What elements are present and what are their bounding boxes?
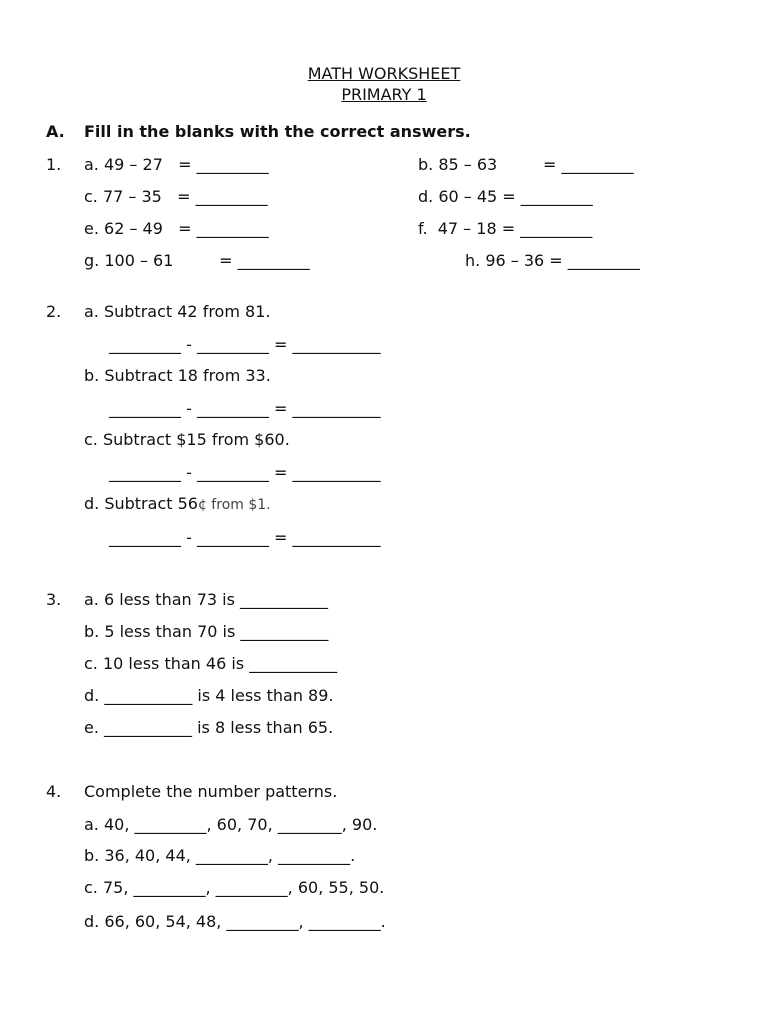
q4-number: 4. — [46, 782, 62, 801]
q3-c: c. 10 less than 46 is ___________ — [84, 654, 338, 673]
q2-c: c. Subtract $15 from $60. — [84, 430, 290, 449]
q1-d: d. 60 – 45 = _________ — [418, 187, 593, 206]
q1-a: a. 49 – 27 = _________ — [84, 155, 269, 174]
section-a-instruction: Fill in the blanks with the correct answers. — [84, 122, 471, 141]
q4-instruction: Complete the number patterns. — [84, 782, 338, 801]
q2-d — [84, 494, 271, 515]
q1-f: f. 47 – 18 = _________ — [418, 219, 593, 238]
q1-g: g. 100 – 61 = _________ — [84, 251, 310, 270]
q3-d: d. ___________ is 4 less than 89. — [84, 686, 334, 705]
q2-c-answer-line: _________ - _________ = ___________ — [109, 463, 381, 482]
q3-number: 3. — [46, 590, 62, 609]
q3-a: a. 6 less than 73 is ___________ — [84, 590, 329, 609]
q3-e: e. ___________ is 8 less than 65. — [84, 718, 334, 737]
q2-a: a. Subtract 42 from 81. — [84, 302, 271, 321]
worksheet-subtitle: PRIMARY 1 — [341, 85, 427, 104]
q2-a-answer-line: _________ - _________ = ___________ — [109, 335, 381, 354]
q1-e: e. 62 – 49 = _________ — [84, 219, 269, 238]
q2-d-answer-line: _________ - _________ = ___________ — [109, 528, 381, 547]
q4-b: b. 36, 40, 44, _________, _________. — [84, 846, 356, 865]
worksheet-title: MATH WORKSHEET — [307, 64, 461, 83]
q2-b: b. Subtract 18 from 33. — [84, 366, 271, 385]
q1-b: b. 85 – 63 = _________ — [418, 155, 634, 174]
q4-c: c. 75, _________, _________, 60, 55, 50. — [84, 878, 385, 897]
q2-d-main: d. Subtract 56 — [84, 494, 198, 513]
q3-b: b. 5 less than 70 is ___________ — [84, 622, 329, 641]
q1-h: h. 96 – 36 = _________ — [465, 251, 640, 270]
q4-d: d. 66, 60, 54, 48, _________, _________. — [84, 912, 386, 931]
q2-d-tail: ¢ from $1. — [197, 497, 271, 513]
q1-number: 1. — [46, 155, 62, 174]
q2-b-answer-line: _________ - _________ = ___________ — [109, 399, 381, 418]
section-a-letter: A. — [46, 122, 65, 141]
q4-a: a. 40, _________, 60, 70, ________, 90. — [84, 815, 378, 834]
q1-c: c. 77 – 35 = _________ — [84, 187, 268, 206]
q2-number: 2. — [46, 302, 62, 321]
